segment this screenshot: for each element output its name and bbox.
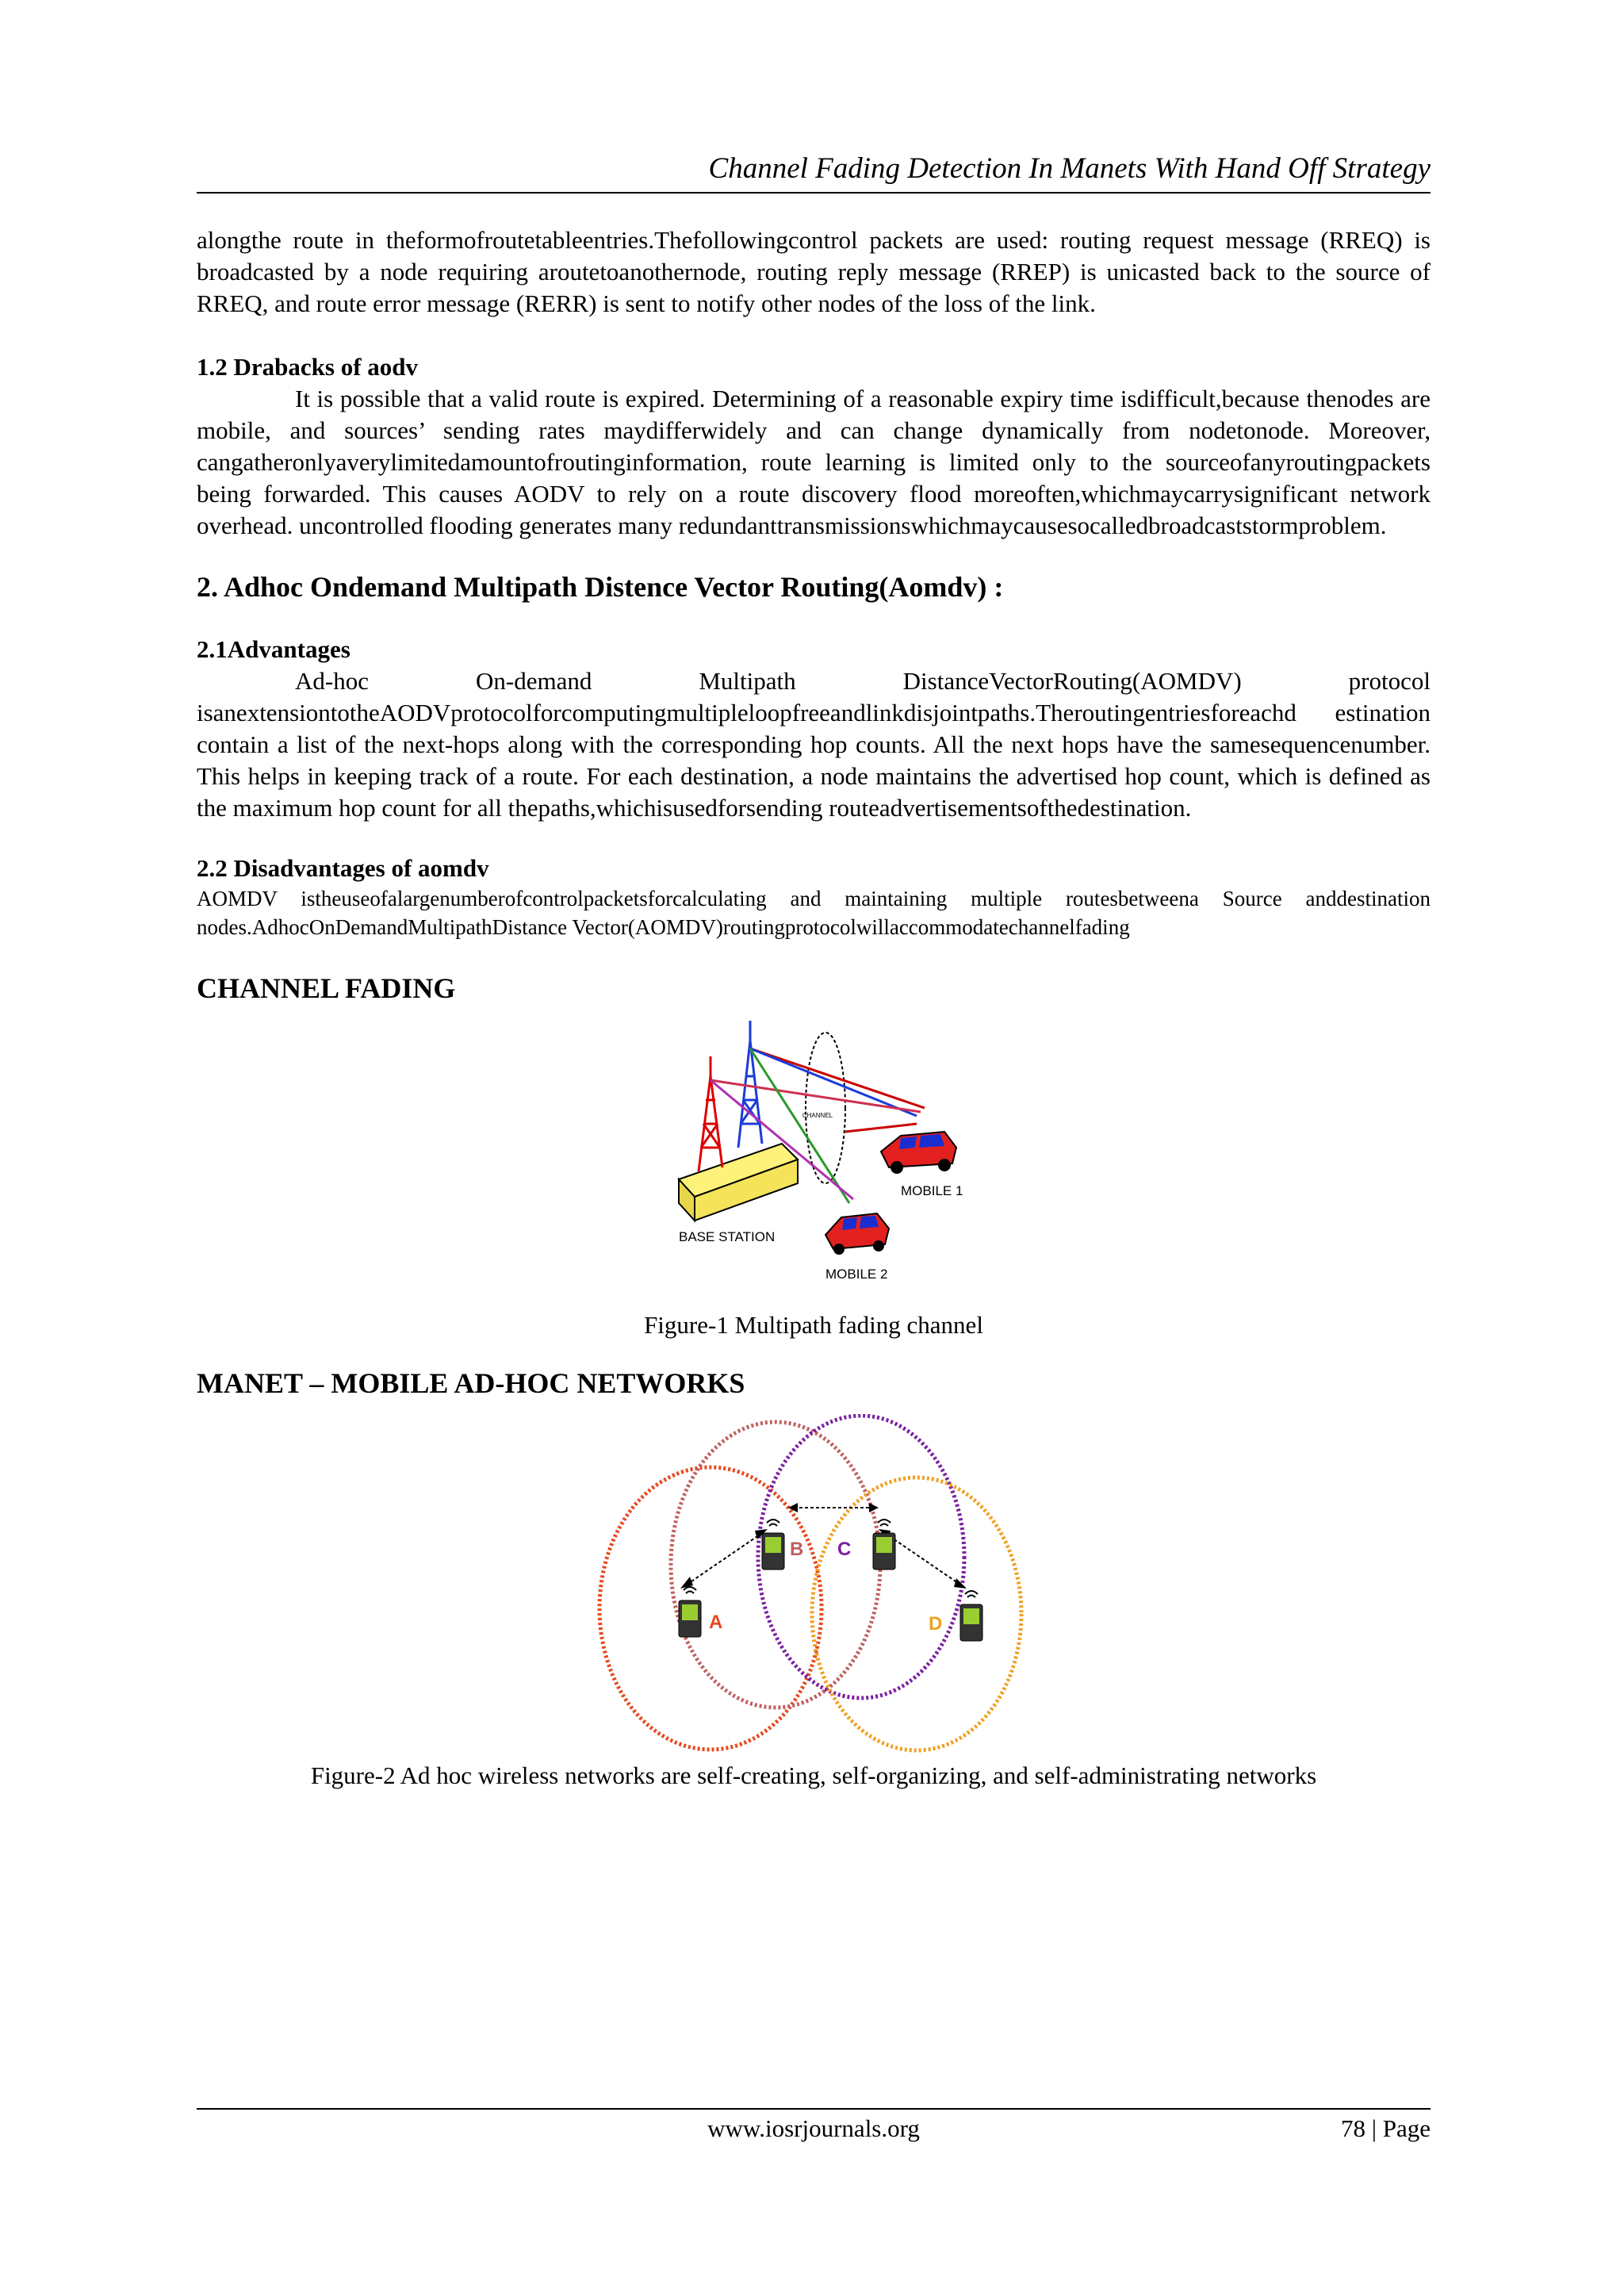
mobile2-label: MOBILE 2	[825, 1267, 888, 1282]
base-station-label: BASE STATION	[679, 1229, 776, 1244]
figure2-caption: Figure-2 Ad hoc wireless networks are self-creating, self-organizing, and self-administrating networks	[310, 1761, 1317, 1789]
heading-drawbacks-aodv: 1.2 Drabacks of aodv	[197, 353, 419, 381]
range-circle-d	[812, 1478, 1021, 1750]
heading-advantages: 2.1Advantages	[197, 635, 350, 663]
range-circle-c	[758, 1416, 964, 1698]
advantages-paragraph: Ad-hoc On-demand Multipath DistanceVectorRouting(AOMDV) protocol isanextensiontotheAODVprotocolforcomputingmultipleloopfreeandlinkdisjointpaths.Theroutingentriesforeachd estination contain a list of the next-hops along with the corresponding hop counts. All the next hops have the samesequencenumber. This helps in keeping track of a route. For each destination, a node maintains the advertised hop count, which is defined as the maximum hop count for all thepaths,whichisusedforsending routeadvertisementsofthedestination.	[197, 667, 1431, 822]
node-a-label: A	[709, 1612, 723, 1633]
node-b-label: B	[790, 1539, 804, 1560]
header-divider	[197, 192, 1431, 194]
heading-manet: MANET – MOBILE AD-HOC NETWORKS	[197, 1367, 745, 1399]
heading-aomdv: 2. Adhoc Ondemand Multipath Distence Vector Routing(Aomdv) :	[197, 571, 1004, 603]
node-d-label: D	[929, 1613, 943, 1635]
drawbacks-paragraph: It is possible that a valid route is expired. Determining of a reasonable expiry time isdifficult,because thenodes are mobile, and sources’ sending rates maydifferwidely and can change dynamically from nodetonode. Moreover, cangatheronlyaverylimitedamountofroutinginformation, route learning is limited only to the sourceofanyroutingpackets being forwarded. This causes AODV to rely on a route discovery flood moreoften,whichmaycarrysignificant network overhead. uncontrolled flooding generates many redundanttransmissionswhichmaycausesocalledbroadcaststormproblem.	[197, 385, 1431, 539]
page-number: 78 | Page	[1341, 2114, 1431, 2142]
heading-channel-fading: CHANNEL FADING	[197, 972, 456, 1004]
journal-url: www.iosrjournals.org	[707, 2114, 920, 2142]
mobile1-label: MOBILE 1	[901, 1183, 963, 1198]
node-b	[762, 1520, 784, 1570]
main-content	[197, 224, 1431, 1792]
intro-paragraph: alongthe route in theformofroutetableentries.Thefollowingcontrol packets are used: routing request message (RREQ) is broadcasted by a node requiring aroutetoanothernode, routing reply message (RREP) is unicasted back to the source of RREQ, and route error message (RERR) is sent to notify other nodes of the loss of the link.	[197, 226, 1431, 317]
figure-multipath-fading	[663, 1021, 964, 1290]
channel-label: CHANNEL	[802, 1112, 833, 1119]
figure1-caption: Figure-1 Multipath fading channel	[644, 1311, 983, 1339]
figure-adhoc-network	[592, 1414, 1036, 1755]
node-c-label: C	[837, 1539, 852, 1560]
node-a	[679, 1587, 701, 1637]
node-d	[960, 1591, 982, 1641]
heading-disadvantages: 2.2 Disadvantages of aomdv	[197, 854, 489, 882]
footer-divider	[197, 2108, 1431, 2110]
disadvantages-paragraph: AOMDV istheuseofalargenumberofcontrolpacketsforcalculating and maintaining multiple routesbetweena Source anddestination nodes.AdhocOnDemandMultipathDistance Vector(AOMDV)routingprotocolwillaccommodatechannelfading	[197, 887, 1431, 939]
running-header: Channel Fading Detection In Manets With Hand Off Strategy	[708, 152, 1431, 185]
